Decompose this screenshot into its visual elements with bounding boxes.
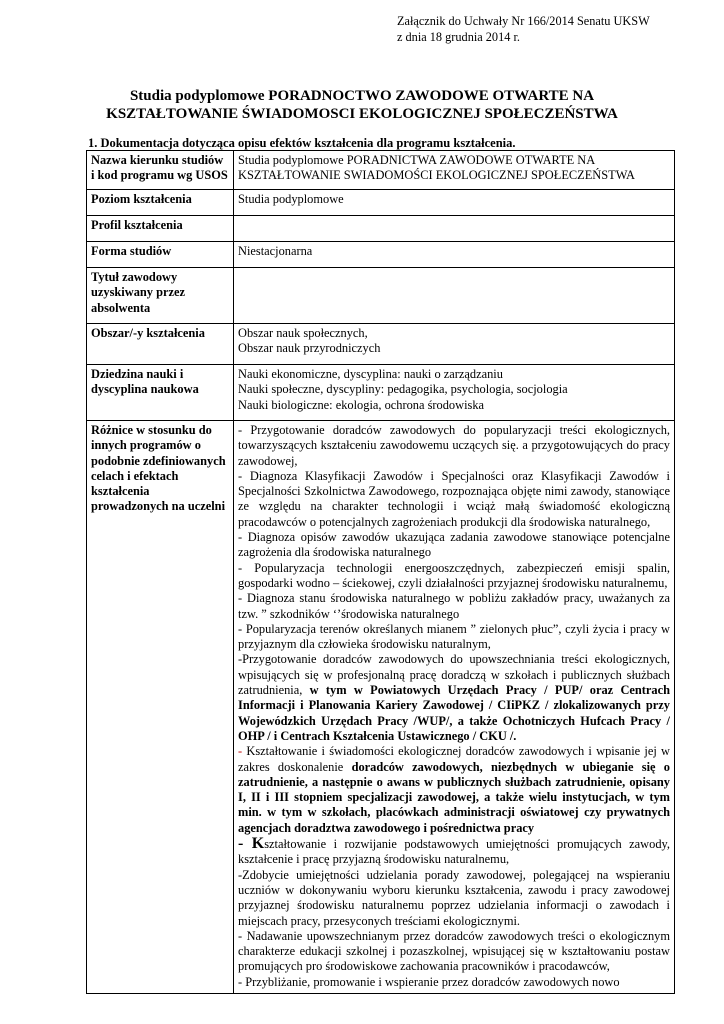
- diff-text: ształtowanie i rozwijanie podstawowych umiejętności promujących zawody, kształcenie i pracę przyjazną środowisku naturalnemu,: [238, 837, 671, 867]
- diff-paragraph: - Diagnoza stanu środowiska naturalnego w pobliżu zakładów pracy, uważanych za tzw. ” szkodników ‘’środowiska naturalnego: [238, 591, 670, 621]
- area-line-2: Obszar nauk przyrodniczych: [238, 341, 381, 356]
- area-line-1: Obszar nauk społecznych,: [238, 326, 368, 340]
- field-line-2: Nauki społeczne, dyscypliny: pedagogika, psychologia, socjologia: [238, 382, 568, 397]
- row-label: Tytuł zawodowy uzyskiwany przez absolwenta: [87, 268, 234, 324]
- row-label: Różnice w stosunku do innych programów o podobnie zdefiniowanych celach i efektach kształcenia prowadzonych na uczelni: [87, 421, 234, 994]
- program-name-line-1: Studia podyplomowe PORADNICTWA ZAWODOWE OTWARTE NA: [238, 153, 596, 167]
- row-value: Studia podyplomowe: [234, 190, 675, 216]
- diff-bold-text: w tym w Powiatowych Urzędach Pracy / PUP/ oraz Centrach Informacji i Planowania Kariery Zawodowej / CIiPKZ / zlokalizowanych przy Wojewódzkich Urzędach Pracy /WUP/, a także Ochotniczych Hufcach Pracy / OHP / i Centrach Kształcenia Ustawicznego / CKU /.: [238, 683, 670, 743]
- row-value: [234, 421, 675, 994]
- diff-paragraph: - Popularyzacja terenów określanych mianem ” zielonych płuc”, czyli życia i pracy w przyjaznym dla człowieka środowisku naturalnym,: [238, 621, 670, 652]
- table-row-area: [87, 324, 675, 365]
- row-label: Dziedzina nauki i dyscyplina naukowa: [87, 365, 234, 421]
- diff-paragraph: - Przygotowanie doradców zawodowych do popularyzacji treści ekologicznych, towarzyszących kształceniu zawodowemu uczących się. a przygotowujących do pracy zawodowej,: [238, 423, 670, 468]
- program-name-line-2: KSZTAŁTOWANIE SWIADOMOŚCI EKOLOGICZNEJ SPOŁECZEŃSTWA: [238, 168, 635, 183]
- field-line-3: Nauki biologiczne: ekologia, ochrona środowiska: [238, 397, 485, 412]
- diff-text: -Przygotowanie doradców zawodowych do upowszechniania treści ekologicznych, wpisujących się w profesjonalną pracę doradczą w szkołach i publicznych służbach zatrudnienia,: [238, 652, 670, 698]
- document-title: [60, 87, 664, 123]
- title-line-2: KSZTAŁTOWANIE ŚWIADOMOSCI EKOLOGICZNEJ SPOŁECZEŃSTWA: [106, 106, 618, 122]
- title-line-1: Studia podyplomowe PORADNOCTWO ZAWODOWE OTWARTE NA: [129, 88, 595, 104]
- row-value: [234, 151, 675, 190]
- table-row-form: [87, 242, 675, 268]
- diff-paragraph: -Zdobycie umiejętności udzielania porady zawodowej, polegającej na wspieraniu uczniów w dokonywaniu wyboru kierunku kształcenia, zawodu i pracy zawodowej przyjaznej środowisku naturalnemu poprzez udzielania informacji o zawodach i miejscach pracy, przesyconych treściami ekologicznymi.: [238, 867, 670, 928]
- attachment-note: [397, 14, 650, 45]
- table-row-field: [87, 365, 675, 421]
- diff-paragraph: - Popularyzacja technologii energooszczędnych, zabezpieczeń emisji spalin, gospodarki wodno – ściekowej, czyli działalności przyjaznej środowisku naturalnemu,: [238, 560, 670, 590]
- field-line-1: Nauki ekonomiczne, dyscyplina: nauki o zarządzaniu: [238, 367, 503, 381]
- row-label: Forma studiów: [87, 242, 234, 268]
- row-label: Poziom kształcenia: [87, 190, 234, 216]
- diff-paragraph: - Przybliżanie, promowanie i wspieranie przez doradców zawodowych nowo: [238, 974, 620, 989]
- table-row-differences: [87, 421, 675, 994]
- diff-paragraph: [238, 836, 670, 868]
- row-value: [234, 216, 675, 242]
- table-row-profile: [87, 216, 675, 242]
- row-value: [234, 324, 675, 365]
- row-value: [234, 365, 675, 421]
- table-row-program-name: [87, 151, 675, 190]
- table-row-level: [87, 190, 675, 216]
- row-label: Profil kształcenia: [87, 216, 234, 242]
- program-description-table: [86, 150, 675, 994]
- diff-paragraph: - Nadawanie upowszechnianym przez doradców zawodowych treści o ekologicznym charakterze edukacji szkolnej i pozaszkolnej, wpisującej się w kształtowaniu postaw promujących pro środowiskowe zachowania pracowników i pracodawców,: [238, 928, 670, 974]
- row-label: Obszar/-y kształcenia: [87, 324, 234, 365]
- attachment-line-1: Załącznik do Uchwały Nr 166/2014 Senatu UKSW: [397, 14, 650, 28]
- table-row-degree: [87, 268, 675, 324]
- row-value: [234, 268, 675, 324]
- diff-text: Kształtowanie i świadomości ekologicznej doradców zawodowych i wpisanie jej w zakres doskonalenie: [238, 744, 671, 774]
- diff-paragraph: - Diagnoza Klasyfikacji Zawodów i Specjalności oraz Klasyfikacji Zawodów i Specjalności Szkolnictwa Zawodowego, rozpoznająca objęte nimi zawody, stanowiące ze względu na charakter technologii i wciąż małą świadomość ekologiczną pracodawców o potencjalnych zagrożeniach produkcji dla środowiska naturalnego,: [238, 468, 670, 529]
- diff-paragraph: - Diagnoza opisów zawodów ukazująca zadania zawodowe stanowiące potencjalne zagrożenia dla środowiska naturalnego: [238, 530, 670, 560]
- diff-initial: - K: [238, 835, 265, 853]
- row-label: Nazwa kierunku studiów i kod programu wg USOS: [87, 151, 234, 190]
- diff-bold-text: doradców zawodowych, niezbędnych w ubieganie się o zatrudnienie, a następnie o awans w publicznych służbach zatrudnienie, opisany I, II i III stopniem specjalizacji zawodowej, a także wielu instytucjach, w tym min. w tym w szkołach, placówkach administracji oświatowej czy prywatnych agencjach doradztwa zawodowego i pośrednictwa pracy: [238, 759, 670, 835]
- row-value: Niestacjonarna: [234, 242, 675, 268]
- section-heading: 1. Dokumentacja dotycząca opisu efektów kształcenia dla programu kształcenia.: [88, 136, 516, 150]
- diff-paragraph: [238, 652, 670, 744]
- diff-red-dash: -: [238, 744, 247, 759]
- diff-paragraph: [238, 744, 670, 836]
- attachment-line-2: z dnia 18 grudnia 2014 r.: [397, 29, 520, 44]
